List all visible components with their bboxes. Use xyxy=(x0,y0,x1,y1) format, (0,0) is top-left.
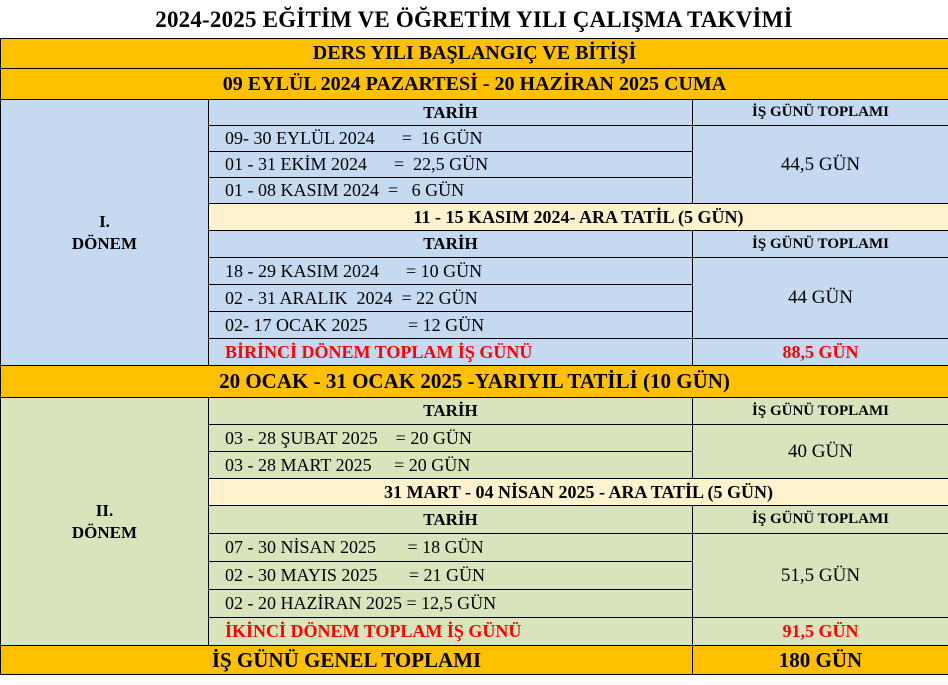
term1-block1-total-header: İŞ GÜNÜ TOPLAMI xyxy=(693,100,948,126)
term1-block2-total-header: İŞ GÜNÜ TOPLAMI xyxy=(693,231,948,258)
term2-block2-total: 51,5 GÜN xyxy=(693,534,948,618)
term1-label xyxy=(1,100,209,366)
term2-mid-break: 31 MART - 04 NİSAN 2025 - ARA TATİL (5 GÜN) xyxy=(209,479,948,506)
term1-word: DÖNEM xyxy=(71,233,138,253)
term2-block1-row: 03 - 28 MART 2025 = 20 GÜN xyxy=(209,452,693,479)
term1-block2-total: 44 GÜN xyxy=(693,258,948,339)
term1-block2-date-header: TARİH xyxy=(209,231,693,258)
term2-summary-value: 91,5 GÜN xyxy=(693,618,948,646)
term2-summary-label: İKİNCİ DÖNEM TOPLAM İŞ GÜNÜ xyxy=(209,618,693,646)
page-title: 2024-2025 EĞİTİM VE ÖĞRETİM YILI ÇALIŞMA TAKVİMİ xyxy=(155,7,793,32)
academic-year-header-line2: 09 EYLÜL 2024 PAZARTESİ - 20 HAZİRAN 2025 CUMA xyxy=(1,69,948,100)
term2-block2-row: 07 - 30 NİSAN 2025 = 18 GÜN xyxy=(209,534,693,562)
term1-block1-row: 09- 30 EYLÜL 2024 = 16 GÜN xyxy=(209,126,693,152)
calendar-table xyxy=(0,38,948,675)
grand-total-label: İŞ GÜNÜ GENEL TOPLAMI xyxy=(1,646,693,675)
term1-block2-row: 18 - 29 KASIM 2024 = 10 GÜN xyxy=(209,258,693,285)
term1-block2-row: 02- 17 OCAK 2025 = 12 GÜN xyxy=(209,312,693,339)
term2-block1-total-header: İŞ GÜNÜ TOPLAMI xyxy=(693,398,948,425)
term2-label xyxy=(1,398,209,646)
term2-number: II. xyxy=(95,500,114,520)
semester-break-banner: 20 OCAK - 31 OCAK 2025 -YARIYIL TATİLİ (10 GÜN) xyxy=(1,366,948,398)
term1-block1-row: 01 - 08 KASIM 2024 = 6 GÜN xyxy=(209,178,693,204)
term1-block1-row: 01 - 31 EKİM 2024 = 22,5 GÜN xyxy=(209,152,693,178)
term2-block2-date-header: TARİH xyxy=(209,506,693,534)
term1-summary-value: 88,5 GÜN xyxy=(693,339,948,366)
term1-summary-label: BİRİNCİ DÖNEM TOPLAM İŞ GÜNÜ xyxy=(209,339,693,366)
term2-block1-total: 40 GÜN xyxy=(693,425,948,479)
term1-mid-break: 11 - 15 KASIM 2024- ARA TATİL (5 GÜN) xyxy=(209,204,948,231)
grand-total-value: 180 GÜN xyxy=(693,646,948,675)
term2-block2-total-header: İŞ GÜNÜ TOPLAMI xyxy=(693,506,948,534)
academic-year-header-line1: DERS YILI BAŞLANGIÇ VE BİTİŞİ xyxy=(1,39,948,69)
term2-block1-row: 03 - 28 ŞUBAT 2025 = 20 GÜN xyxy=(209,425,693,452)
term1-number: I. xyxy=(99,211,110,231)
term2-block2-row: 02 - 30 MAYIS 2025 = 21 GÜN xyxy=(209,562,693,590)
term1-block1-date-header: TARİH xyxy=(209,100,693,126)
term1-block2-row: 02 - 31 ARALIK 2024 = 22 GÜN xyxy=(209,285,693,312)
term2-block2-row: 02 - 20 HAZİRAN 2025 = 12,5 GÜN xyxy=(209,590,693,618)
term1-block1-total: 44,5 GÜN xyxy=(693,126,948,204)
term2-block1-date-header: TARİH xyxy=(209,398,693,425)
term2-word: DÖNEM xyxy=(71,522,138,542)
